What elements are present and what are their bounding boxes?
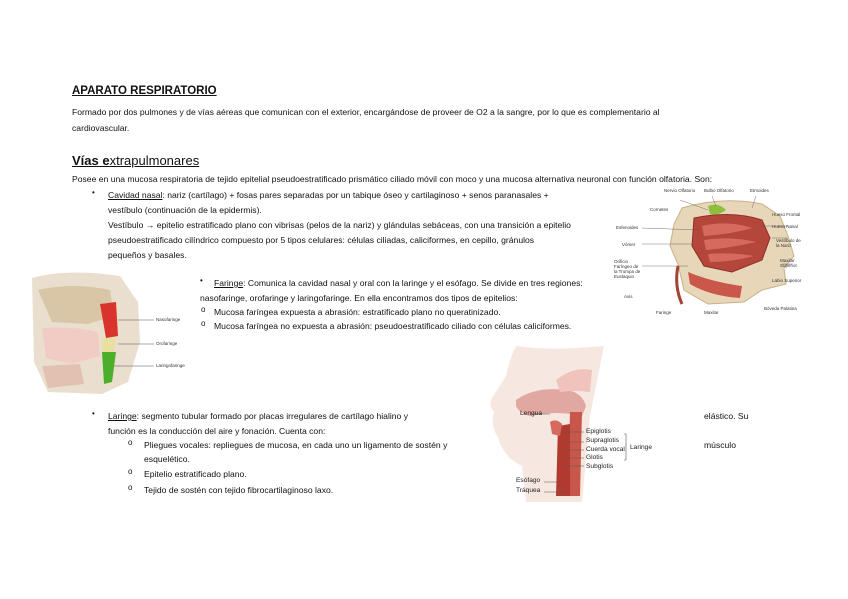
nasal-label-right-3: Maxilar Superior xyxy=(780,258,798,268)
nasal-label-left-3: Orificio Faríngeo de la Trompa de Eustaquio xyxy=(614,259,641,279)
nasal-line-3-rest: epitelio estratificado plano con vibrisas (pelos de la nariz) y glándulas sebáceas, con una transición a epitelio xyxy=(154,220,571,230)
larynx-label-cuerda-vocal: Cuerda vocal xyxy=(586,446,625,453)
nasal-line-1-rest: : nariz (cartílago) + fosas pares separadas por un tabique óseo y cartilaginoso + senos paranasales + xyxy=(162,190,549,200)
nasal-label-top-2: Etmoides xyxy=(750,188,769,193)
nasal-label-left-2: Vómer xyxy=(622,242,636,247)
laringe-sub-1: Pliegues vocales: repliegues de mucosa, en cada uno un ligamento de sostén y xyxy=(144,440,448,450)
page-title: APARATO RESPIRATORIO xyxy=(72,85,217,97)
section-intro: Posee en una mucosa respiratoria de tejido epitelial pseudoestratificado prismático ciliado móvil con moco y una mucosa alternativa neuronal con función olfatoria. Son: xyxy=(72,174,713,184)
bullet-nasal: • xyxy=(92,188,95,197)
faringe-line-1-rest: : Comunica la cavidad nasal y oral con la laringe y el esófago. Se divide en tres regiones: xyxy=(243,278,583,288)
nasal-label-right-2: Vestíbulo de la Nariz xyxy=(776,238,801,248)
laringe-sub-3: Tejido de sostén con tejido fibrocartilaginoso laxo. xyxy=(144,485,334,495)
nasal-label-left-0: Cornetes xyxy=(650,207,669,212)
larynx-label-lengua: Lengua xyxy=(520,410,543,417)
bullet-laringe-sub-2: o xyxy=(128,467,133,476)
laringe-line-1-rest: : segmento tubular formado por placas irregulares de cartílago hialino y xyxy=(136,411,409,421)
faringe-sub-1: Mucosa faríngea expuesta a abrasión: estratificado plano no queratinizado. xyxy=(214,307,501,317)
nasal-label-bottom-1: Maxilar xyxy=(704,310,719,315)
pharynx-label-1: Orofaringe xyxy=(156,341,178,346)
nasal-line-5: pequeños y basales. xyxy=(108,250,187,260)
nasal-line-3-prefix: Vestíbulo xyxy=(108,220,146,230)
bullet-faringe: • xyxy=(200,276,203,285)
nasal-label-right-5: Bóveda Palatina xyxy=(764,306,797,311)
nasal-term: Cavidad nasal xyxy=(108,190,163,200)
larynx-label-supraglotis: Supraglotis xyxy=(586,437,619,444)
laringe-sub-1-end: músculo xyxy=(704,440,736,450)
larynx-label-laringe: Laringe xyxy=(630,444,652,451)
pharynx-label-2: Laringofaringe xyxy=(156,363,185,368)
nasal-label-left-1: Esfenoides xyxy=(616,225,639,230)
larynx-label-esofago: Esófago xyxy=(516,477,541,484)
nasal-line-3 xyxy=(108,217,571,233)
laringe-sub-2: Epitelio estratificado plano. xyxy=(144,469,247,479)
pharynx-illustration xyxy=(28,272,196,396)
larynx-label-glotis: Glotis xyxy=(586,454,603,461)
laringe-line-2: función es la conducción del aire y fonación. Cuenta con: xyxy=(108,426,326,436)
nasal-label-bottom-0: Faringe xyxy=(656,310,672,315)
nasal-cavity-illustration xyxy=(612,186,808,320)
intro-line-1: Formado por dos pulmones y de vías aéreas que comunican con el exterior, encargándose de proveer de O2 a la sangre, por lo que es complementario al xyxy=(72,107,660,117)
bullet-faringe-sub-2: o xyxy=(201,319,206,328)
nasal-label-left-4: Axis xyxy=(624,294,633,299)
bullet-laringe-sub-1: o xyxy=(128,438,133,447)
pharynx-figure xyxy=(28,272,196,396)
nasal-line-1 xyxy=(108,187,549,203)
nasal-cavity-figure xyxy=(612,186,808,320)
larynx-label-subglotis: Subglotis xyxy=(586,463,614,470)
nasal-label-top-0: Nervio Olfatorio xyxy=(664,188,696,193)
larynx-label-epiglotis: Epiglotis xyxy=(586,428,611,435)
bullet-faringe-sub-1: o xyxy=(201,305,206,314)
faringe-line-2: nasofaringe, orofaringe y laringofaringe. En ella encontramos dos tipos de epitelios: xyxy=(200,293,518,303)
nasal-label-right-1: Hueso Nasal xyxy=(772,224,798,229)
section-heading xyxy=(72,153,199,168)
faringe-term: Faringe xyxy=(214,278,244,288)
nasal-label-top-1: Bulbo Olfatorio xyxy=(704,188,734,193)
laringe-term: Laringe xyxy=(108,411,137,421)
bullet-laringe: • xyxy=(92,409,95,418)
section-heading-bold: Vías e xyxy=(72,153,110,168)
nasal-line-4: pseudoestratificado cilíndrico compuesto por 5 tipos celulares: células ciliadas, caliciformes, en cepillo, gránulos xyxy=(108,235,535,245)
bullet-laringe-sub-3: o xyxy=(128,483,133,492)
larynx-label-traquea: Tráquea xyxy=(516,487,541,494)
laringe-line-1 xyxy=(108,408,408,424)
faringe-sub-2: Mucosa faríngea no expuesta a abrasión: pseudoestratificado ciliado con células caliciformes. xyxy=(214,321,572,331)
faringe-line-1 xyxy=(214,275,583,291)
nasal-line-2: vestíbulo (continuación de la epidermis). xyxy=(108,205,262,215)
section-heading-rest: xtrapulmonares xyxy=(109,153,200,168)
laringe-sub-1-cont: esquelético. xyxy=(144,454,190,464)
intro-line-2: cardiovascular. xyxy=(72,123,130,133)
nasal-label-right-4: Labio Superior xyxy=(772,278,802,283)
nasal-label-right-0: Hueso Frontal xyxy=(772,212,801,217)
arrow-icon: → xyxy=(145,220,155,230)
larynx-figure xyxy=(486,346,682,502)
laringe-line-1-end: elástico. Su xyxy=(704,411,749,421)
pharynx-label-0: Nasofaringe xyxy=(156,317,181,322)
